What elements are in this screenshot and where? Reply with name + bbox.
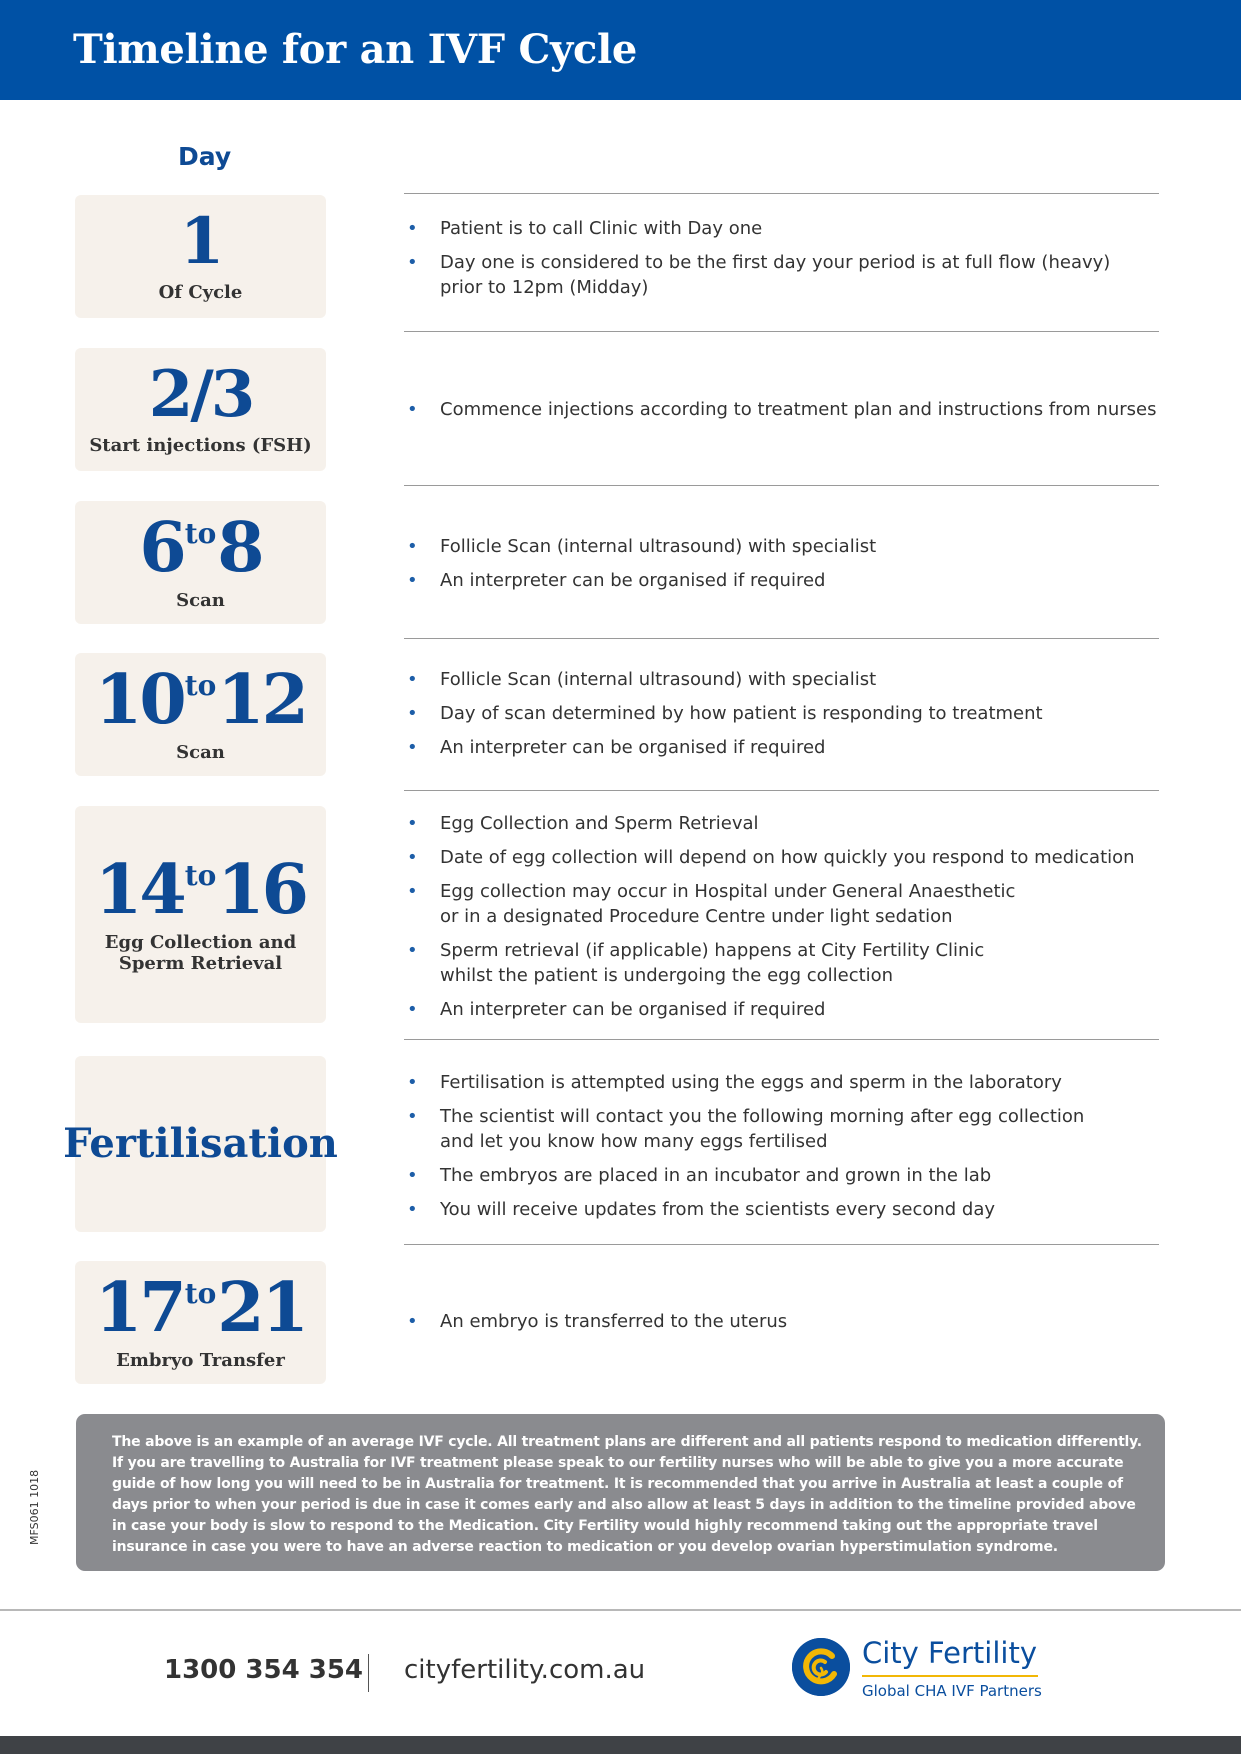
- day-range-to: to: [184, 517, 217, 550]
- bullet-item: • Egg Collection and Sperm Retrieval: [404, 811, 1164, 836]
- day-box: [75, 348, 326, 471]
- day-number: [63, 1120, 338, 1167]
- website-link[interactable]: cityfertility.com.au: [404, 1655, 646, 1685]
- footer-separator: [368, 1654, 369, 1692]
- disclaimer-text: The above is an example of an average IVF cycle. All treatment plans are different and all patients respond to medication differently. If you are travelling to Australia for IVF treatment please speak to our fertility nurses who will be able to give you a more accurate guide of how long you will need to be in Australia for treatment. It is recommended that you arrive in Australia at least a couple of days prior to when your period is due in case it comes early and also allow at least 5 days in addition to the timeline provided above in case your body is slow to respond to the Medication. City Fertility would highly recommend taking out the appropriate travel insurance in case you were to have an adverse reaction to medication or you develop ovarian hyperstimulation syndrome.: [112, 1434, 1142, 1555]
- day-box: [75, 653, 326, 776]
- disclaimer-box: [76, 1414, 1165, 1571]
- day-box: [63, 1056, 338, 1232]
- bullet-item: • An interpreter can be organised if required: [404, 997, 1164, 1022]
- day-label-line: Egg Collection and: [104, 931, 297, 953]
- step-bullets: [404, 216, 1164, 309]
- day-number: [148, 357, 253, 432]
- day-label-line: Embryo Transfer: [116, 1350, 285, 1371]
- bullet-item: • Date of egg collection will depend on how quickly you respond to medication: [404, 845, 1164, 870]
- row-divider: [404, 638, 1159, 639]
- bullet-item: • An interpreter can be organised if required: [404, 735, 1164, 760]
- step-bullets: [404, 667, 1164, 769]
- day-number: [95, 660, 306, 740]
- day-number: [139, 508, 262, 588]
- day-range-to: to: [184, 858, 217, 892]
- day-label: [89, 435, 311, 456]
- row-divider: [404, 1039, 1159, 1040]
- step-bullets: [404, 1309, 1164, 1343]
- bullet-item: • Day of scan determined by how patient is responding to treatment: [404, 701, 1164, 726]
- day-box: [75, 195, 326, 318]
- day-number-end: 16: [217, 849, 306, 930]
- bullet-item: • Commence injections according to treatment plan and instructions from nurses: [404, 397, 1164, 422]
- step-bullets: [404, 1070, 1164, 1231]
- day-box: [75, 501, 326, 624]
- row-divider: [404, 790, 1159, 791]
- bullet-item: • Egg collection may occur in Hospital under General Anaesthetic or in a designated Procedure Centre under light sedation: [404, 879, 1164, 929]
- brand-name: City Fertility: [862, 1636, 1037, 1670]
- bullet-item: • Fertilisation is attempted using the eggs and sperm in the laboratory: [404, 1070, 1164, 1095]
- day-box: [75, 1261, 326, 1384]
- day-number: [95, 1268, 306, 1348]
- step-bullets: [404, 534, 1164, 602]
- page-title: Timeline for an IVF Cycle: [73, 26, 638, 73]
- day-number-end: 8: [217, 508, 262, 588]
- bullet-item: • An interpreter can be organised if required: [404, 568, 1164, 593]
- day-number: [179, 204, 222, 279]
- row-divider: [404, 193, 1159, 194]
- bullet-item: • Sperm retrieval (if applicable) happens at City Fertility Clinic whilst the patient is undergoing the egg collection: [404, 938, 1164, 988]
- day-label: [176, 590, 225, 611]
- day-number-end: 12: [217, 660, 306, 740]
- day-column-heading: Day: [178, 142, 232, 171]
- bullet-item: • An embryo is transferred to the uterus: [404, 1309, 1164, 1334]
- brand-tagline: Global CHA IVF Partners: [862, 1682, 1042, 1700]
- day-label: [105, 932, 296, 974]
- day-number: [95, 849, 306, 930]
- day-label: [116, 1350, 285, 1371]
- day-label: [176, 742, 225, 763]
- bullet-item: • The embryos are placed in an incubator and grown in the lab: [404, 1163, 1164, 1188]
- day-number-start: 1: [179, 204, 222, 279]
- bullet-item: • You will receive updates from the scientists every second day: [404, 1197, 1164, 1222]
- phone-number[interactable]: 1300 354 354: [164, 1655, 364, 1685]
- day-number-start: Fertilisation: [63, 1120, 338, 1167]
- day-number-start: 10: [95, 660, 184, 740]
- bullet-item: • Follicle Scan (internal ultrasound) with specialist: [404, 667, 1164, 692]
- day-label-line: Start injections (FSH): [89, 435, 312, 456]
- day-number-start: 17: [95, 1268, 184, 1348]
- document-code: MFS061 1018: [28, 1469, 41, 1545]
- step-bullets: [404, 811, 1164, 1031]
- step-bullets: [404, 397, 1164, 431]
- bullet-item: • Follicle Scan (internal ultrasound) with specialist: [404, 534, 1164, 559]
- row-divider: [404, 485, 1159, 486]
- day-number-start: 14: [95, 849, 184, 930]
- day-range-to: to: [184, 1277, 217, 1310]
- brand-underline: [862, 1675, 1038, 1677]
- footer-divider: [0, 1609, 1241, 1611]
- page-header: [0, 0, 1241, 100]
- day-number-end: 21: [217, 1268, 306, 1348]
- bullet-item: • Patient is to call Clinic with Day one: [404, 216, 1164, 241]
- day-label-line: Scan: [176, 590, 225, 611]
- city-fertility-logo-icon: [792, 1638, 850, 1696]
- day-label-line: Sperm Retrieval: [118, 952, 283, 974]
- day-label: [159, 282, 243, 303]
- bottom-bar: [0, 1736, 1241, 1754]
- bullet-item: • Day one is considered to be the first day your period is at full flow (heavy) prior to 12pm (Midday): [404, 250, 1164, 300]
- row-divider: [404, 331, 1159, 332]
- day-label-line: Of Cycle: [158, 282, 243, 303]
- day-number-start: 6: [139, 508, 184, 588]
- day-box: [75, 806, 326, 1023]
- day-label-line: Scan: [176, 742, 225, 763]
- bullet-item: • The scientist will contact you the following morning after egg collection and let you know how many eggs fertilised: [404, 1104, 1164, 1154]
- row-divider: [404, 1244, 1159, 1245]
- day-range-to: to: [184, 669, 217, 702]
- day-number-start: 2/3: [148, 357, 253, 432]
